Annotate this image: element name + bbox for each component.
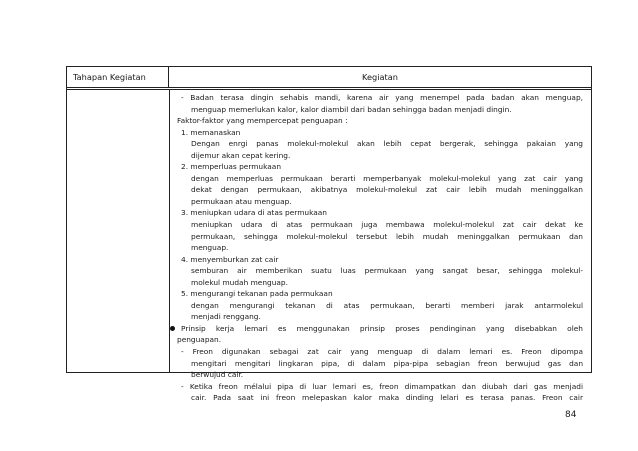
text-line-content: meniupkan udara di atas permukaan juga membawa molekul-molekul zat cair dekat ke	[191, 220, 583, 230]
text-line	[177, 104, 583, 116]
text-line	[177, 127, 583, 139]
text-line-content: mengitari mengitari lingkaran pipa, di dalam pipa-pipa sebagian freon berwujud gas dan	[191, 358, 583, 368]
text-line-content: 1. memanaskan	[181, 127, 241, 137]
text-line	[177, 369, 583, 381]
text-line-content: 3. meniupkan udara di atas permukaan	[181, 208, 327, 218]
header-tahapan-kegiatan: Tahapan Kegiatan	[67, 67, 169, 87]
text-line-content: - Ketika freon mélalui pipa di luar lemari es, freon dimampatkan dan diubah dari gas menjadi	[181, 381, 583, 391]
text-line	[177, 323, 583, 335]
text-line-content: permukaan, sehingga molekul-molekul tersebut lebih mudah meninggalkan permukaan dan	[191, 231, 583, 241]
text-line	[177, 207, 583, 219]
text-line	[177, 219, 583, 231]
text-line	[177, 300, 583, 312]
bullet-icon	[170, 326, 175, 331]
text-line	[177, 277, 583, 289]
table-header-row	[67, 67, 591, 90]
text-line	[177, 161, 583, 173]
activity-cell	[169, 90, 591, 403]
text-line-content: permukaan atau menguap.	[191, 196, 292, 206]
text-line-content: dekat dengan permukaan, akibatnya molekul-molekul zat cair lebih mudah meninggalkan	[191, 185, 583, 195]
text-line-content: menguap memerlukan kalor, kalor diambil dari badan sehingga badan menjadi dingin.	[191, 104, 512, 114]
table-row	[67, 90, 591, 403]
text-line-content: menguap.	[191, 243, 229, 253]
text-line-content: - Freon digunakan sebagai zat cair yang menguap di dalam lemari es. Freon dipompa	[181, 347, 583, 357]
text-line	[177, 265, 583, 277]
text-line	[177, 254, 583, 266]
activity-table	[66, 66, 592, 403]
text-line	[177, 311, 583, 323]
text-line	[177, 92, 583, 104]
text-line	[177, 115, 583, 127]
text-line-content: dijemur akan cepat kering.	[191, 150, 291, 160]
text-line-content: Prinsip kerja lemari es menggunakan prinsip proses pendinginan yang disebabkan oleh	[181, 323, 583, 333]
text-line	[177, 184, 583, 196]
text-line-content: molekul mudah menguap.	[191, 277, 288, 287]
text-line	[177, 242, 583, 254]
text-line-content: cair. Pada saat ini freon melepaskan kalor maka dinding lelari es terasa panas. Freon cair	[191, 393, 583, 403]
text-line	[177, 381, 583, 393]
text-line-content: dengan memperluas permukaan berarti memperbanyak molekul-molekul yang zat cair yang	[191, 173, 583, 183]
text-line-content: 4. menyemburkan zat cair	[181, 254, 279, 264]
text-line-content: semburan air memberikan suatu luas permukaan yang sangat besar, sehingga molekul-	[191, 266, 583, 276]
text-line	[177, 231, 583, 243]
text-line	[177, 346, 583, 358]
text-line	[177, 288, 583, 300]
text-line-content: menjadi renggang.	[191, 312, 261, 322]
text-line-content: penguapan.	[177, 335, 222, 345]
text-line-content: 2. memperluas permukaan	[181, 162, 282, 172]
page-number: 84	[565, 410, 577, 420]
text-line	[177, 150, 583, 162]
text-line	[177, 334, 583, 346]
header-kegiatan: Kegiatan	[362, 72, 398, 82]
text-line-content: - Badan terasa dingin sehabis mandi, karena air yang menempel pada badan akan menguap,	[181, 93, 583, 102]
text-line	[177, 138, 583, 150]
text-line-content: berwujud cair.	[191, 370, 244, 380]
stage-cell	[67, 90, 170, 372]
text-line	[177, 196, 583, 208]
text-line-content: dengan mengurangi tekanan di atas permukaan, berarti memberi jarak antarmolekul	[191, 300, 583, 310]
text-line-content: Dengan enrgi panas molekul-molekul akan lebih cepat bergerak, sehingga pakaian yang	[191, 139, 583, 149]
text-line-content: Faktor-faktor yang mempercepat penguapan :	[177, 116, 348, 126]
text-line	[177, 173, 583, 185]
text-line-content: 5. mengurangi tekanan pada permukaan	[181, 289, 333, 299]
text-line	[177, 392, 583, 404]
text-line	[177, 358, 583, 370]
